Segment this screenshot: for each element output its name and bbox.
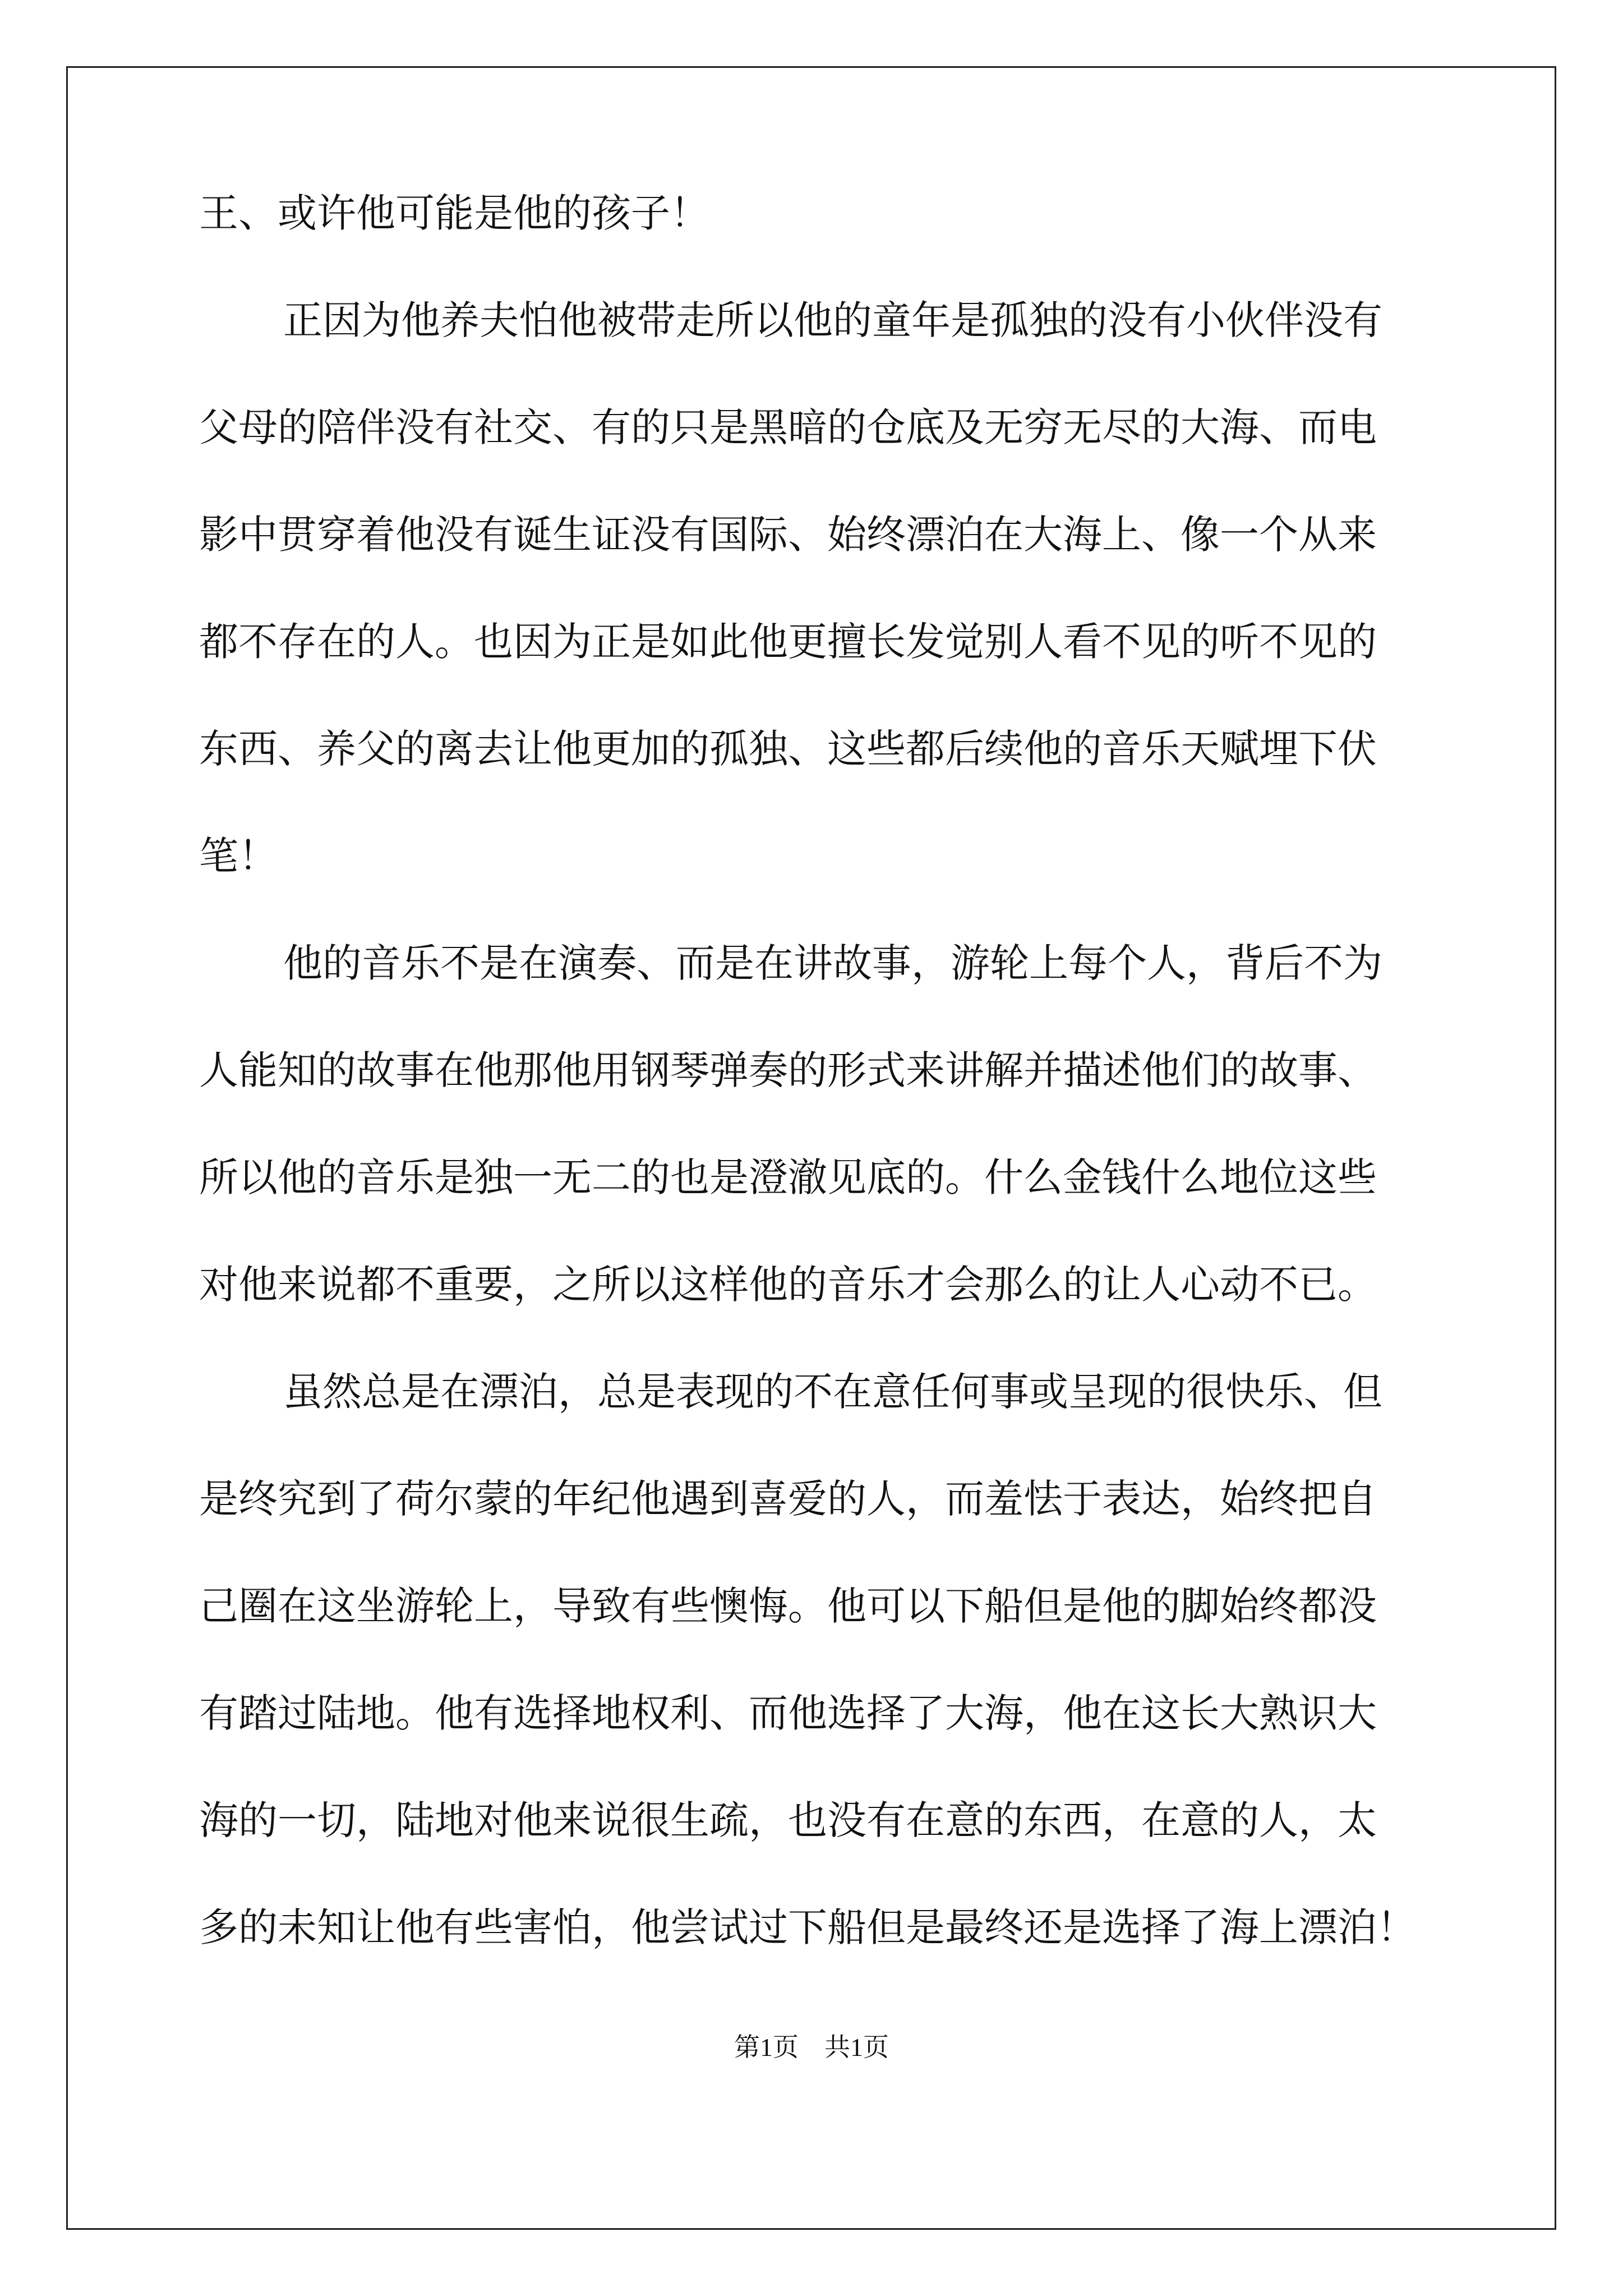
text-line: 海的一切，陆地对他来说很生疏，也没有在意的东西，在意的人，太 [199,1797,1377,1843]
text-line: 有踏过陆地。他有选择地权利、而他选择了大海，他在这长大熟识大 [199,1690,1377,1736]
page-number-footer: 第1页 共1页 [734,2033,889,2062]
text-line: 都不存在的人。也因为正是如此他更擅长发觉别人看不见的听不见的 [199,619,1377,665]
text-line: 父母的陪伴没有社交、有的只是黑暗的仓底及无穷无尽的大海、而电 [199,404,1377,450]
text-line: 多的未知让他有些害怕，他尝试过下船但是最终还是选择了海上漂泊！ [199,1904,1416,1950]
text-line: 他的音乐不是在演奏、而是在讲故事，游轮上每个人，背后不为 [283,940,1382,986]
text-line: 影中贯穿着他没有诞生证没有国际、始终漂泊在大海上、像一个从来 [199,512,1377,558]
text-line: 所以他的音乐是独一无二的也是澄澈见底的。什么金钱什么地位这些 [199,1154,1377,1200]
text-line: 东西、养父的离去让他更加的孤独、这些都后续他的音乐天赋埋下伏 [199,726,1377,772]
text-line: 正因为他养夫怕他被带走所以他的童年是孤独的没有小伙伴没有 [283,297,1382,343]
text-line: 人能知的故事在他那他用钢琴弹奏的形式来讲解并描述他们的故事、 [199,1047,1377,1093]
text-line: 对他来说都不重要，之所以这样他的音乐才会那么的让人心动不已。 [199,1262,1377,1308]
text-line: 笔！ [199,833,278,879]
text-line: 己圈在这坐游轮上，导致有些懊悔。他可以下船但是他的脚始终都没 [199,1583,1377,1629]
text-line: 是终究到了荷尔蒙的年纪他遇到喜爱的人，而羞怯于表达，始终把自 [199,1476,1377,1522]
text-line: 王、或许他可能是他的孩子！ [199,190,709,236]
text-line: 虽然总是在漂泊，总是表现的不在意任何事或呈现的很快乐、但 [283,1369,1382,1415]
